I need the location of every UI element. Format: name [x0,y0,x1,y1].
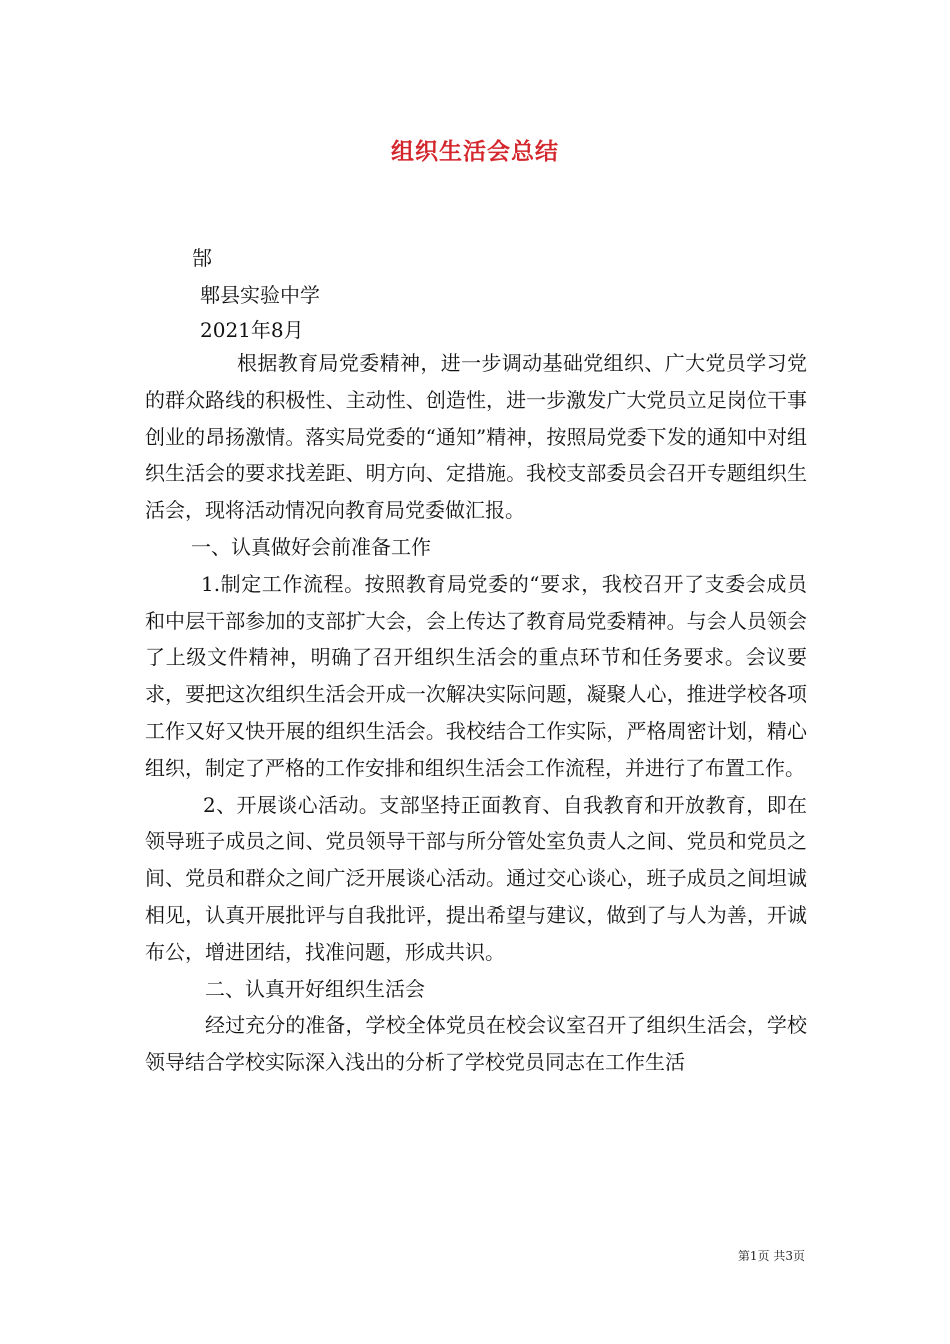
document-body [145,345,807,1081]
section-heading-1: 一、认真做好会前准备工作 [191,534,431,559]
paragraph-workflow: 1.制定工作流程。按照教育局党委的“要求，我校召开了支委会成员和中层干部参加的支部扩大会，会上传达了教育局党委精神。与会人员领会了上级文件精神，明确了召开组织生活会的重点环节和任务要求。会议要求，要把这次组织生活会开成一次解决实际问题，凝聚人心，推进学校各项工作又好又快开展的组织生活会。我校结合工作实际，严格周密计划，精心组织，制定了严格的工作安排和组织生活会工作流程，并进行了布置工作。 [145,571,807,780]
section-heading-2: 二、认真开好组织生活会 [205,976,425,1001]
document-date: 2021年8月 [200,318,304,342]
header-line-1: 郜 [192,246,212,270]
document-title: 组织生活会总结 [391,139,559,165]
paragraph-talks: 2、开展谈心活动。支部坚持正面教育、自我教育和开放教育，即在领导班子成员之间、党员领导干部与所分管处室负责人之间、党员和党员之间、党员和群众之间广泛开展谈心活动。通过交心谈心，班子成员之间坦诚相见，认真开展批评与自我批评，提出希望与建议，做到了与人为善，开诚布公，增进团结，找准问题，形成共识。 [145,792,807,964]
page-number: 第1页 共3页 [737,1249,805,1263]
paragraph-intro: 根据教育局党委精神，进一步调动基础党组织、广大党员学习党的群众路线的积极性、主动性、创造性，进一步激发广大党员立足岗位干事创业的昂扬激情。落实局党委的“通知”精神，按照局党委下发的通知中对组织生活会的要求找差距、明方向、定措施。我校支部委员会召开专题组织生活会，现将活动情况向教育局党委做汇报。 [145,351,807,523]
paragraph-meeting: 经过充分的准备，学校全体党员在校会议室召开了组织生活会，学校领导结合学校实际深入浅出的分析了学校党员同志在工作生活 [145,1013,807,1075]
school-name: 郫县实验中学 [200,283,320,307]
